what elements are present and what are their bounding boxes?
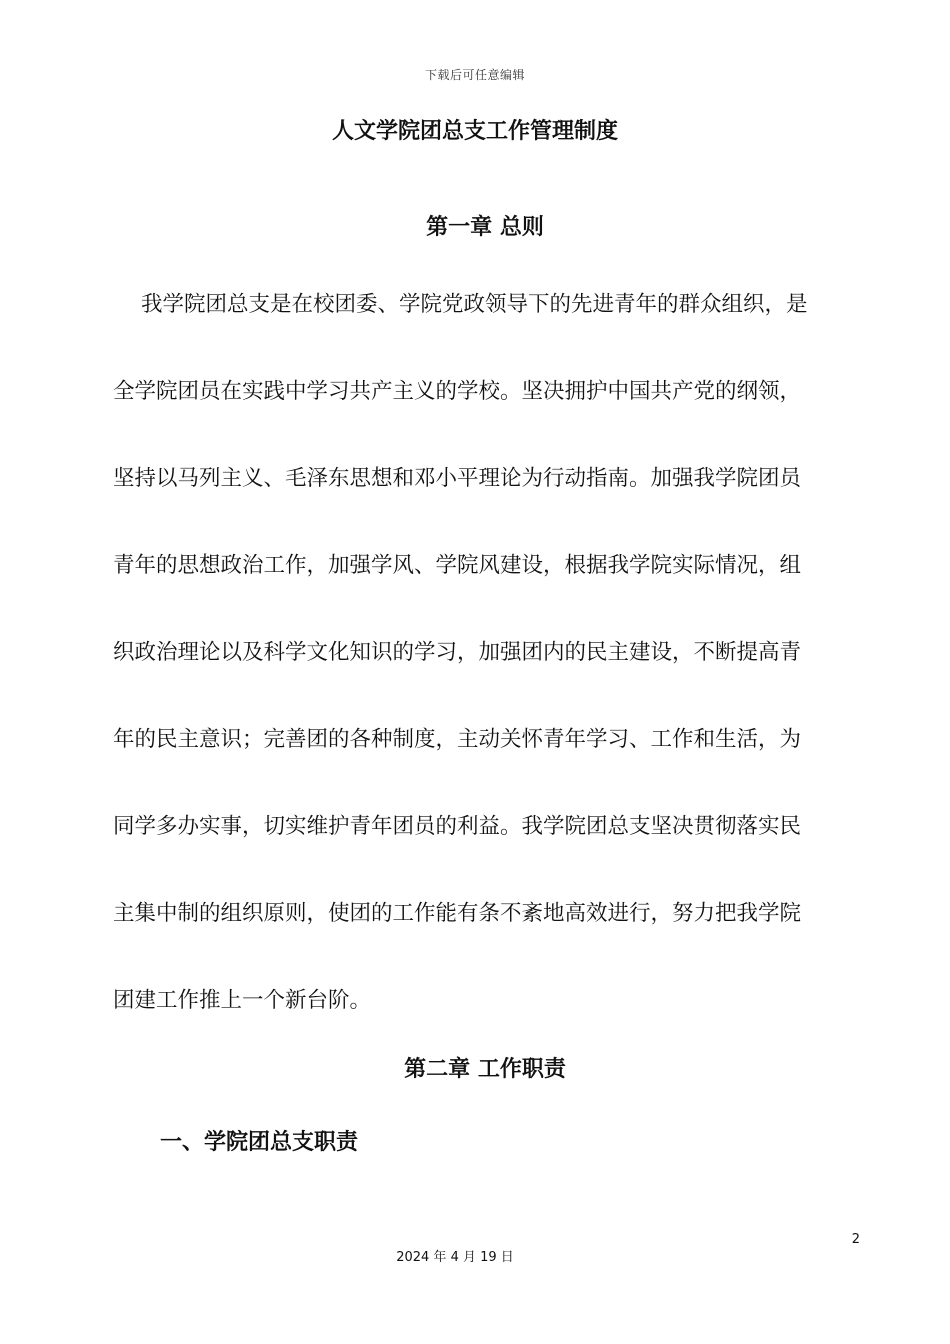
paragraph-line: 团建工作推上一个新台阶。 — [113, 988, 372, 1013]
paragraph-line: 同学多办实事，切实维护青年团员的利益。我学院团总支坚决贯彻落实民 — [113, 814, 802, 839]
chapter-1-heading: 第一章 总则 — [426, 215, 544, 240]
footer-date: 2024 年 4 月 19 日 — [396, 1250, 514, 1265]
paragraph-line: 坚持以马列主义、毛泽东思想和邓小平理论为行动指南。加强我学院团员 — [113, 466, 802, 491]
paragraph-line: 主集中制的组织原则，使团的工作能有条不紊地高效进行，努力把我学院 — [113, 901, 802, 926]
paragraph-line: 全学院团员在实践中学习共产主义的学校。坚决拥护中国共产党的纲领， — [113, 379, 802, 404]
document-title: 人文学院团总支工作管理制度 — [331, 119, 618, 144]
paragraph-line: 我学院团总支是在校团委、学院党政领导下的先进青年的群众组织，是 — [141, 292, 808, 317]
header-note: 下载后可任意编辑 — [424, 68, 525, 82]
paragraph-line: 织政治理论以及科学文化知识的学习，加强团内的民主建设，不断提高青 — [113, 640, 802, 665]
page-number: 2 — [851, 1232, 860, 1247]
paragraph-line: 年的民主意识；完善团的各种制度，主动关怀青年学习、工作和生活，为 — [113, 727, 802, 752]
chapter-2-heading: 第二章 工作职责 — [404, 1057, 566, 1082]
section-1-heading: 一、学院团总支职责 — [160, 1130, 359, 1155]
paragraph-line: 青年的思想政治工作，加强学风、学院风建设，根据我学院实际情况，组 — [113, 553, 802, 578]
